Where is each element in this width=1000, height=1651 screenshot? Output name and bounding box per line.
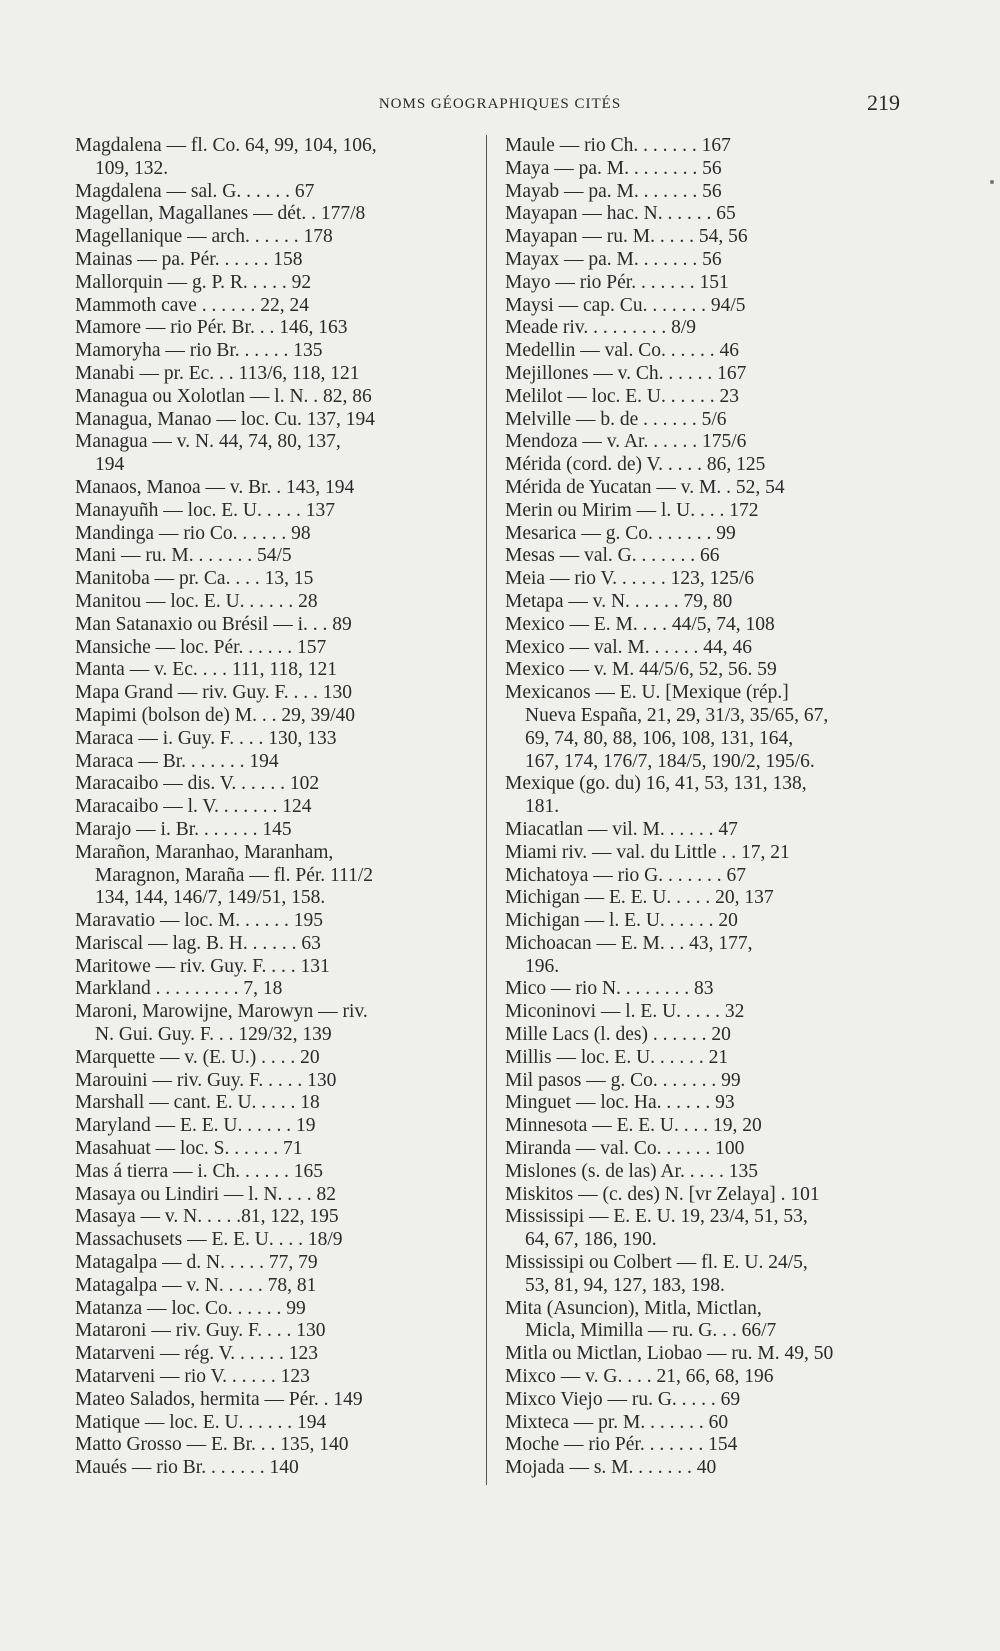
index-entry	[505, 226, 900, 249]
entry-line: Matagalpa — v. N. . . . . 78, 81	[75, 1274, 317, 1296]
entry-line: Mayo — rio Pér. . . . . . . 151	[505, 271, 729, 293]
entry-line: Maroni, Marowijne, Marowyn — riv.	[75, 1001, 368, 1023]
index-entry	[505, 933, 900, 979]
entry-line: Masaya — v. N. . . . .81, 122, 195	[75, 1206, 339, 1228]
index-entry	[505, 340, 900, 363]
entry-line: Massachusets — E. E. U. . . . 18/9	[75, 1229, 343, 1251]
entry-line: Medellin — val. Co. . . . . . 46	[505, 340, 739, 362]
entry-line: Mexico — val. M. . . . . . 44, 46	[505, 636, 752, 658]
index-column-right	[505, 135, 900, 1480]
entry-line: Maritowe — riv. Guy. F. . . . 131	[75, 955, 330, 977]
entry-line: Mendoza — v. Ar. . . . . . 175/6	[505, 431, 747, 453]
entry-line: Miconinovi — l. E. U. . . . . 32	[505, 1001, 745, 1023]
index-entry	[505, 1001, 900, 1024]
entry-continuation-line: 69, 74, 80, 88, 106, 108, 131, 164,	[525, 727, 794, 749]
index-entry	[505, 910, 900, 933]
entry-line: Metapa — v. N. . . . . . 79, 80	[505, 590, 733, 612]
entry-line: Mixco — v. G. . . . 21, 66, 68, 196	[505, 1366, 774, 1388]
entry-line: Marañon, Maranhao, Maranham,	[75, 841, 334, 863]
entry-line: Mataroni — riv. Guy. F. . . . 130	[75, 1320, 326, 1342]
entry-line: Mapimi (bolson de) M. . . 29, 39/40	[75, 704, 356, 726]
entry-line: Mita (Asuncion), Mitla, Mictlan,	[505, 1297, 762, 1319]
index-entry	[505, 819, 900, 842]
index-entry	[75, 523, 475, 546]
entry-line: Masaya ou Lindiri — l. N. . . . 82	[75, 1183, 337, 1205]
entry-line: Minnesota — E. E. U. . . . 19, 20	[505, 1115, 762, 1137]
index-entry	[75, 773, 475, 796]
index-entry	[505, 1298, 900, 1344]
index-entry	[505, 1412, 900, 1435]
entry-continuation-line: 196.	[525, 955, 560, 977]
entry-line: Maués — rio Br. . . . . . . 140	[75, 1457, 299, 1479]
index-entry	[505, 1047, 900, 1070]
entry-line: Mico — rio N. . . . . . . . 83	[505, 978, 714, 1000]
entry-line: Matanza — loc. Co. . . . . . 99	[75, 1297, 306, 1319]
entry-continuation-line: Nueva España, 21, 29, 31/3, 35/65, 67,	[525, 704, 829, 726]
index-entry	[505, 1389, 900, 1412]
index-entry	[505, 591, 900, 614]
entry-continuation-line: 64, 67, 186, 190.	[525, 1229, 657, 1251]
entry-line: Mixco Viejo — ru. G. . . . . 69	[505, 1388, 741, 1410]
index-entry	[505, 431, 900, 454]
entry-line: Mariscal — lag. B. H. . . . . . 63	[75, 932, 321, 954]
index-entry	[505, 523, 900, 546]
index-entry	[505, 477, 900, 500]
entry-line: Mississipi ou Colbert — fl. E. U. 24/5,	[505, 1252, 808, 1274]
entry-line: Manayuñh — loc. E. U. . . . . 137	[75, 499, 335, 521]
entry-line: Magdalena — fl. Co. 64, 99, 104, 106,	[75, 135, 377, 156]
entry-line: Matique — loc. E. U. . . . . . 194	[75, 1411, 327, 1433]
index-column-left	[75, 135, 475, 1480]
entry-line: Michigan — l. E. U. . . . . . 20	[505, 910, 738, 932]
index-entry	[75, 226, 475, 249]
entry-line: Masahuat — loc. S. . . . . . 71	[75, 1138, 303, 1160]
entry-line: Maraca — i. Guy. F. . . . 130, 133	[75, 727, 337, 749]
index-entry	[505, 135, 900, 158]
index-entry	[505, 409, 900, 432]
index-entry	[75, 751, 475, 774]
entry-line: Mayab — pa. M. . . . . . . 56	[505, 180, 722, 202]
index-entry	[505, 363, 900, 386]
entry-continuation-line: Maragnon, Maraña — fl. Pér. 111/2	[95, 864, 373, 886]
index-entry	[75, 682, 475, 705]
index-entry	[505, 1161, 900, 1184]
entry-line: Mansiche — loc. Pér. . . . . . 157	[75, 636, 327, 658]
index-entry	[505, 659, 900, 682]
index-entry	[75, 1229, 475, 1252]
entry-line: Melville — b. de . . . . . . 5/6	[505, 408, 727, 430]
index-entry	[75, 956, 475, 979]
index-entry	[75, 1161, 475, 1184]
index-entry	[505, 272, 900, 295]
entry-line: Man Satanaxio ou Brésil — i. . . 89	[75, 613, 352, 635]
entry-line: Maracaibo — dis. V. . . . . . 102	[75, 773, 320, 795]
entry-line: Mississipi — E. E. U. 19, 23/4, 51, 53,	[505, 1206, 808, 1228]
index-entry	[505, 614, 900, 637]
entry-line: Mas á tierra — i. Ch. . . . . . 165	[75, 1160, 324, 1182]
entry-continuation-line: 109, 132.	[95, 157, 169, 179]
index-entry	[505, 317, 900, 340]
index-entry	[505, 500, 900, 523]
column-divider	[486, 135, 487, 1485]
index-entry	[75, 591, 475, 614]
paper-speck	[990, 180, 994, 184]
index-entry	[75, 545, 475, 568]
index-entry	[505, 295, 900, 318]
page-number: 219	[867, 90, 900, 115]
entry-line: Manitoba — pr. Ca. . . . 13, 15	[75, 568, 314, 590]
entry-line: Miacatlan — vil. M. . . . . . 47	[505, 818, 738, 840]
entry-line: Merin ou Mirim — l. U. . . . 172	[505, 499, 759, 521]
entry-line: Mérida de Yucatan — v. M. . 52, 54	[505, 476, 785, 498]
index-entry	[505, 1070, 900, 1093]
entry-line: Marquette — v. (E. U.) . . . . 20	[75, 1046, 320, 1068]
index-entry	[75, 1434, 475, 1457]
entry-line: Maracaibo — l. V. . . . . . . 124	[75, 796, 312, 818]
index-entry	[75, 1184, 475, 1207]
entry-line: Magdalena — sal. G. . . . . . 67	[75, 180, 315, 202]
entry-line: Miami riv. — val. du Little . . 17, 21	[505, 841, 790, 863]
index-entry	[505, 1434, 900, 1457]
index-entry	[75, 1389, 475, 1412]
index-entry	[505, 865, 900, 888]
entry-line: Mitla ou Mictlan, Liobao — ru. M. 49, 50	[505, 1343, 834, 1365]
index-entry	[505, 682, 900, 773]
index-entry	[75, 568, 475, 591]
index-entry	[505, 545, 900, 568]
index-entry	[75, 1320, 475, 1343]
entry-line: Mateo Salados, hermita — Pér. . 149	[75, 1388, 363, 1410]
index-entry	[505, 637, 900, 660]
entry-line: Matagalpa — d. N. . . . . 77, 79	[75, 1252, 318, 1274]
entry-line: Maryland — E. E. U. . . . . . 19	[75, 1115, 316, 1137]
index-entry	[505, 1206, 900, 1252]
entry-line: Mandinga — rio Co. . . . . . 98	[75, 522, 311, 544]
index-entry	[75, 500, 475, 523]
index-entry	[505, 1252, 900, 1298]
index-entry	[505, 1343, 900, 1366]
index-entry	[75, 705, 475, 728]
index-entry	[505, 1184, 900, 1207]
entry-line: Michigan — E. E. U. . . . . 20, 137	[505, 887, 774, 909]
entry-line: Managua, Manao — loc. Cu. 137, 194	[75, 408, 376, 430]
entry-line: Marshall — cant. E. U. . . . . 18	[75, 1092, 320, 1114]
index-entry	[505, 887, 900, 910]
entry-line: Mainas — pa. Pér. . . . . . 158	[75, 248, 303, 270]
index-entry	[505, 203, 900, 226]
entry-line: Matto Grosso — E. Br. . . 135, 140	[75, 1434, 349, 1456]
entry-line: Moche — rio Pér. . . . . . . 154	[505, 1434, 738, 1456]
index-entry	[75, 249, 475, 272]
entry-line: Mérida (cord. de) V. . . . . 86, 125	[505, 454, 766, 476]
entry-line: Mayapan — ru. M. . . . . 54, 56	[505, 226, 748, 248]
entry-line: Minguet — loc. Ha. . . . . . 93	[505, 1092, 735, 1114]
entry-line: Mapa Grand — riv. Guy. F. . . . 130	[75, 682, 352, 704]
entry-line: Mixteca — pr. M. . . . . . . 60	[505, 1411, 729, 1433]
entry-line: Mayax — pa. M. . . . . . . 56	[505, 248, 722, 270]
index-entry	[505, 249, 900, 272]
index-entry	[75, 203, 475, 226]
index-entry	[75, 842, 475, 910]
entry-line: Markland . . . . . . . . . 7, 18	[75, 978, 283, 1000]
index-entry	[75, 728, 475, 751]
index-entry	[505, 568, 900, 591]
index-entry	[505, 1024, 900, 1047]
index-entry	[75, 819, 475, 842]
index-entry	[75, 363, 475, 386]
index-entry	[75, 135, 475, 181]
entry-line: Mojada — s. M. . . . . . . 40	[505, 1457, 717, 1479]
index-entry	[75, 1412, 475, 1435]
entry-line: Matarveni — rio V. . . . . . 123	[75, 1366, 310, 1388]
running-title: NOMS GÉOGRAPHIQUES CITÉS	[378, 96, 622, 112]
index-entry	[75, 1366, 475, 1389]
entry-line: Mislones (s. de las) Ar. . . . . 135	[505, 1160, 758, 1182]
index-entry	[75, 637, 475, 660]
entry-line: Mesarica — g. Co. . . . . . . 99	[505, 522, 736, 544]
entry-line: Miranda — val. Co. . . . . . 100	[505, 1138, 745, 1160]
index-entry	[505, 1457, 900, 1480]
index-entry	[75, 1275, 475, 1298]
entry-continuation-line: Micla, Mimilla — ru. G. . . 66/7	[525, 1320, 777, 1342]
index-entry	[75, 1047, 475, 1070]
index-entry	[505, 1092, 900, 1115]
index-entry	[505, 454, 900, 477]
entry-line: Mamoryha — rio Br. . . . . . 135	[75, 340, 323, 362]
entry-line: Mexicanos — E. U. [Mexique (rép.]	[505, 682, 789, 704]
entry-line: Manaos, Manoa — v. Br. . 143, 194	[75, 476, 355, 498]
entry-line: Mammoth cave . . . . . . 22, 24	[75, 294, 309, 316]
index-entry	[75, 1070, 475, 1093]
index-entry	[505, 978, 900, 1001]
entry-line: Manta — v. Ec. . . . 111, 118, 121	[75, 659, 337, 681]
index-entry	[75, 614, 475, 637]
entry-line: Maya — pa. M. . . . . . . . 56	[505, 157, 722, 179]
index-entry	[505, 1138, 900, 1161]
entry-line: Mexique (go. du) 16, 41, 53, 131, 138,	[505, 773, 807, 795]
entry-line: Maravatio — loc. M. . . . . . 195	[75, 910, 324, 932]
entry-line: Mejillones — v. Ch. . . . . . 167	[505, 362, 747, 384]
entry-line: Matarveni — rég. V. . . . . . 123	[75, 1343, 318, 1365]
entry-line: Meia — rio V. . . . . . 123, 125/6	[505, 568, 754, 590]
entry-line: Maule — rio Ch. . . . . . . 167	[505, 135, 731, 156]
index-entry	[75, 933, 475, 956]
entry-line: Meade riv. . . . . . . . . 8/9	[505, 317, 696, 339]
entry-line: Mallorquin — g. P. R. . . . . 92	[75, 271, 312, 293]
entry-line: Magellan, Magallanes — dét. . 177/8	[75, 203, 366, 225]
index-entry	[75, 1298, 475, 1321]
index-entry	[505, 842, 900, 865]
index-entry	[505, 181, 900, 204]
index-entry	[75, 1252, 475, 1275]
index-entry	[75, 340, 475, 363]
entry-line: Mesas — val. G. . . . . . . 66	[505, 545, 720, 567]
entry-continuation-line: 194	[95, 454, 125, 476]
entry-line: Miskitos — (c. des) N. [vr Zelaya] . 101	[505, 1183, 820, 1205]
entry-line: Managua ou Xolotlan — l. N. . 82, 86	[75, 385, 372, 407]
index-entry	[75, 295, 475, 318]
index-entry	[75, 1343, 475, 1366]
index-entry	[505, 386, 900, 409]
entry-line: Manitou — loc. E. U. . . . . . 28	[75, 590, 318, 612]
index-entry	[505, 1366, 900, 1389]
entry-continuation-line: 134, 144, 146/7, 149/51, 158.	[95, 887, 326, 909]
index-entry	[505, 773, 900, 819]
index-entry	[75, 1138, 475, 1161]
index-entry	[505, 1115, 900, 1138]
index-entry	[75, 272, 475, 295]
index-entry	[75, 431, 475, 477]
entry-line: Michoacan — E. M. . . 43, 177,	[505, 932, 753, 954]
entry-line: Melilot — loc. E. U. . . . . . 23	[505, 385, 739, 407]
entry-line: Marajo — i. Br. . . . . . . 145	[75, 818, 292, 840]
entry-continuation-line: 181.	[525, 796, 560, 818]
index-entry	[75, 978, 475, 1001]
index-entry	[75, 796, 475, 819]
entry-line: Mexico — E. M. . . . 44/5, 74, 108	[505, 613, 775, 635]
index-entry	[75, 1206, 475, 1229]
entry-line: Managua — v. N. 44, 74, 80, 137,	[75, 431, 341, 453]
entry-line: Magellanique — arch. . . . . . 178	[75, 226, 333, 248]
index-entry	[75, 477, 475, 500]
index-entry	[75, 659, 475, 682]
index-entry	[75, 409, 475, 432]
entry-line: Mille Lacs (l. des) . . . . . . 20	[505, 1024, 731, 1046]
index-entry	[75, 181, 475, 204]
entry-line: Mamore — rio Pér. Br. . . 146, 163	[75, 317, 348, 339]
entry-line: Millis — loc. E. U. . . . . . 21	[505, 1046, 729, 1068]
index-entry	[75, 1115, 475, 1138]
entry-line: Mexico — v. M. 44/5/6, 52, 56. 59	[505, 659, 777, 681]
entry-line: Mil pasos — g. Co. . . . . . . 99	[505, 1069, 741, 1091]
entry-line: Mani — ru. M. . . . . . . 54/5	[75, 545, 292, 567]
index-entry	[505, 158, 900, 181]
index-entry	[75, 910, 475, 933]
entry-continuation-line: 167, 174, 176/7, 184/5, 190/2, 195/6.	[525, 750, 815, 772]
entry-line: Manabi — pr. Ec. . . 113/6, 118, 121	[75, 362, 360, 384]
index-entry	[75, 386, 475, 409]
entry-line: Mayapan — hac. N. . . . . . 65	[505, 203, 736, 225]
entry-line: Marouini — riv. Guy. F. . . . . 130	[75, 1069, 337, 1091]
entry-line: Maraca — Br. . . . . . . 194	[75, 750, 279, 772]
index-entry	[75, 1092, 475, 1115]
index-entry	[75, 1457, 475, 1480]
entry-line: Maysi — cap. Cu. . . . . . . 94/5	[505, 294, 746, 316]
index-entry	[75, 1001, 475, 1047]
entry-continuation-line: N. Gui. Guy. F. . . 129/32, 139	[95, 1024, 332, 1046]
entry-line: Michatoya — rio G. . . . . . . 67	[505, 864, 747, 886]
entry-continuation-line: 53, 81, 94, 127, 183, 198.	[525, 1274, 725, 1296]
index-entry	[75, 317, 475, 340]
